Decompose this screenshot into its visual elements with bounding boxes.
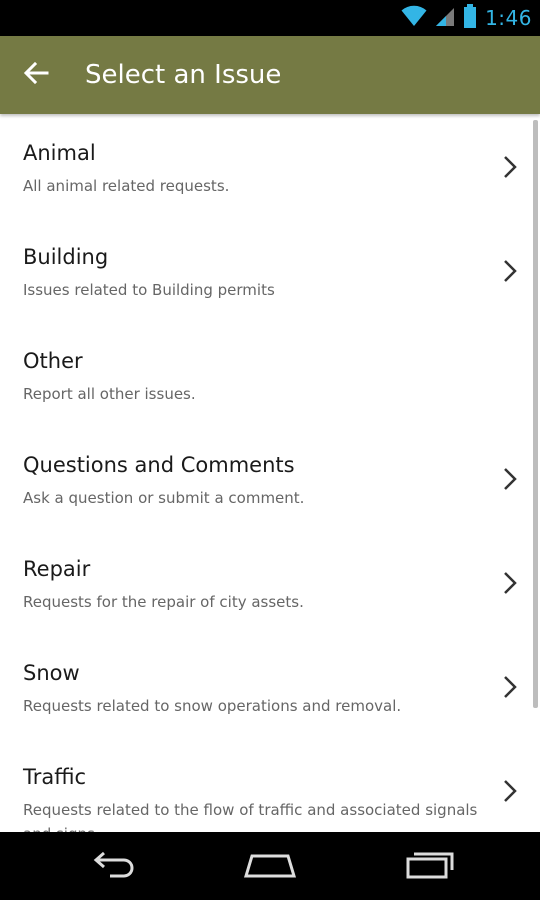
recents-nav-icon [404,849,456,883]
issue-title: Questions and Comments [23,453,295,477]
issue-title: Animal [23,141,96,165]
chevron-right-icon [502,778,518,804]
chevron-right-icon [502,570,518,596]
issue-description: Requests related to the flow of traffic and associated signals [23,801,478,819]
recents-nav-button[interactable] [390,846,470,886]
issue-description: Report all other issues. [23,385,196,403]
issue-title: Building [23,245,109,269]
back-button[interactable] [14,53,58,97]
status-icons [401,4,532,32]
wifi-icon [401,5,427,31]
scrollbar[interactable] [533,120,538,708]
action-bar [0,36,540,114]
list-item-animal[interactable] [0,114,540,218]
issue-list [0,114,540,842]
status-bar [0,0,540,36]
home-nav-icon [242,850,298,882]
list-item-traffic[interactable] [0,738,540,842]
issue-description: Ask a question or submit a comment. [23,489,305,507]
issue-title: Repair [23,557,91,581]
list-item-questions-and-comments[interactable] [0,426,540,530]
list-item-other[interactable] [0,322,540,426]
issue-description: Issues related to Building permits [23,281,275,299]
chevron-right-icon [502,466,518,492]
list-item-snow[interactable] [0,634,540,738]
issue-list-container[interactable] [0,114,540,832]
cell-signal-icon [435,5,455,31]
issue-title: Traffic [23,765,87,789]
status-time: 1:46 [485,6,532,30]
list-item-building[interactable] [0,218,540,322]
issue-title: Other [23,349,83,373]
back-arrow-icon [23,61,49,89]
home-nav-button[interactable] [230,846,310,886]
chevron-right-icon [502,154,518,180]
page-title: Select an Issue [85,60,282,90]
back-nav-icon [88,850,138,882]
issue-title: Snow [23,661,80,685]
system-nav-bar [0,832,540,900]
issue-description: Requests for the repair of city assets. [23,593,304,611]
list-item-repair[interactable] [0,530,540,634]
battery-icon [463,3,477,33]
chevron-right-icon [502,258,518,284]
back-nav-button[interactable] [73,846,153,886]
issue-description: Requests related to snow operations and removal. [23,697,402,715]
issue-description: All animal related requests. [23,177,230,195]
chevron-right-icon [502,674,518,700]
